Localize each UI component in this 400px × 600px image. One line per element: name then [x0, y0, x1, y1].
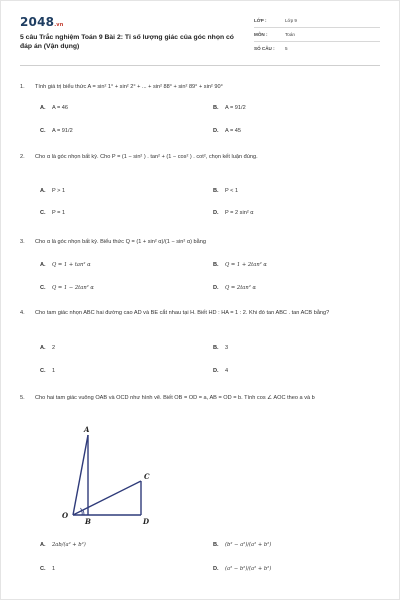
logo-suffix: .vn	[54, 22, 64, 28]
option-text: P = 1	[52, 210, 66, 216]
question-number: 3.	[20, 239, 25, 245]
option-1c[interactable]	[40, 128, 73, 134]
question-text: Cho α là góc nhọn bất kỳ. Cho P = (1 − sin² ) . tan² + (1 − cos² ) . cot², chọn kết luận đúng.	[35, 154, 258, 160]
logo-text: 2048	[20, 15, 55, 29]
option-letter: A.	[40, 188, 46, 194]
option-text: Q = 2tan² α	[225, 285, 256, 291]
option-4d[interactable]	[213, 368, 228, 374]
option-2a[interactable]	[40, 188, 65, 194]
label-C: C	[144, 472, 150, 481]
option-3a[interactable]	[40, 262, 91, 268]
divider	[254, 41, 380, 42]
option-text: P < 1	[225, 188, 239, 194]
option-letter: C.	[40, 210, 46, 216]
question-number: 1.	[20, 84, 25, 90]
option-text: 1	[52, 368, 56, 374]
option-letter: B.	[213, 188, 219, 194]
option-letter: D.	[213, 566, 219, 572]
option-1d[interactable]	[213, 128, 241, 134]
question-3	[20, 238, 380, 248]
subject-label: MÔN :	[254, 32, 268, 37]
question-2	[20, 153, 380, 171]
option-text: (b² − a²)/(a² + b²)	[225, 542, 272, 548]
option-5d[interactable]	[213, 566, 271, 572]
label-D: D	[143, 517, 150, 526]
option-5a[interactable]	[40, 542, 86, 548]
count-label: SỐ CÂU :	[254, 46, 275, 51]
option-letter: C.	[40, 566, 46, 572]
option-1a[interactable]	[40, 105, 68, 111]
option-letter: C.	[40, 128, 46, 134]
header-divider	[20, 65, 380, 66]
triangle-figure	[57, 421, 167, 526]
option-letter: A.	[40, 105, 46, 111]
divider	[254, 27, 380, 28]
option-text: P > 1	[52, 188, 66, 194]
option-text: P = 2 sin² α	[225, 210, 254, 216]
question-5	[20, 394, 380, 412]
option-text: 3	[225, 345, 229, 351]
option-letter: D.	[213, 210, 219, 216]
option-letter: A.	[40, 262, 46, 268]
class-label: LỚP :	[254, 18, 267, 23]
subject-value: Toán	[285, 32, 295, 37]
option-letter: B.	[213, 105, 219, 111]
option-4b[interactable]	[213, 345, 228, 351]
question-text: Cho hai tam giác vuông OAB và OCD như hình vẽ. Biết OB = OD = a, AB = OD = b. Tính cos ∠ AOC theo a và b	[35, 395, 315, 401]
option-letter: D.	[213, 368, 219, 374]
question-1	[20, 83, 380, 93]
question-4	[20, 309, 380, 327]
option-letter: C.	[40, 368, 46, 374]
count-value: 5	[285, 46, 288, 51]
option-2c[interactable]	[40, 210, 65, 216]
document-title: 5 câu Trắc nghiệm Toán 9 Bài 2: Tỉ số lượng giác của góc nhọn có đáp án (Vận dụng)	[20, 34, 234, 50]
label-A: A	[84, 425, 90, 434]
option-letter: D.	[213, 128, 219, 134]
option-1b[interactable]	[213, 105, 246, 111]
class-value: Lớp 9	[285, 18, 297, 23]
option-3b[interactable]	[213, 262, 267, 268]
option-text: Q = 1 + tan² α	[52, 262, 91, 268]
option-text: A = 46	[52, 105, 69, 111]
option-3d[interactable]	[213, 285, 256, 291]
option-text: 2	[52, 345, 56, 351]
option-letter: A.	[40, 542, 46, 548]
option-text: 2ab/(a² + b²)	[52, 542, 86, 548]
question-text: Cho α là góc nhọn bất kỳ. Biểu thức Q = (1 + sin² α)/(1 − sin² α) bằng	[35, 239, 206, 245]
option-text: Q = 1 − 2tan² α	[52, 285, 94, 291]
option-letter: B.	[213, 345, 219, 351]
option-2d[interactable]	[213, 210, 253, 216]
label-B: B	[85, 517, 91, 526]
option-text: 4	[225, 368, 229, 374]
option-text: 1	[52, 566, 56, 572]
question-number: 4.	[20, 310, 25, 316]
option-text: A = 91/2	[225, 105, 246, 111]
option-3c[interactable]	[40, 285, 94, 291]
option-letter: A.	[40, 345, 46, 351]
option-letter: C.	[40, 285, 46, 291]
site-logo[interactable]	[20, 15, 64, 29]
option-text: Q = 1 + 2tan² α	[225, 262, 267, 268]
question-text: Cho tam giác nhọn ABC hai đường cao AD và BE cắt nhau tại H. Biết HD : HA = 1 : 2. Khi đó tan ABC . tan ACB bằng?	[35, 310, 330, 316]
option-text: A = 91/2	[52, 128, 73, 134]
option-5c[interactable]	[40, 566, 55, 572]
label-O: O	[62, 511, 69, 520]
option-4c[interactable]	[40, 368, 55, 374]
question-number: 2.	[20, 154, 25, 160]
option-letter: B.	[213, 542, 219, 548]
option-text: (a² − b²)/(a² + b²)	[225, 566, 272, 572]
question-number: 5.	[20, 395, 25, 401]
option-5b[interactable]	[213, 542, 271, 548]
option-text: A = 45	[225, 128, 242, 134]
option-4a[interactable]	[40, 345, 55, 351]
option-letter: B.	[213, 262, 219, 268]
option-2b[interactable]	[213, 188, 238, 194]
question-text: Tính giá trị biểu thức A = sin² 1° + sin² 2° + ... + sin² 88° + sin² 89° + sin² 90°	[35, 84, 223, 90]
option-letter: D.	[213, 285, 219, 291]
